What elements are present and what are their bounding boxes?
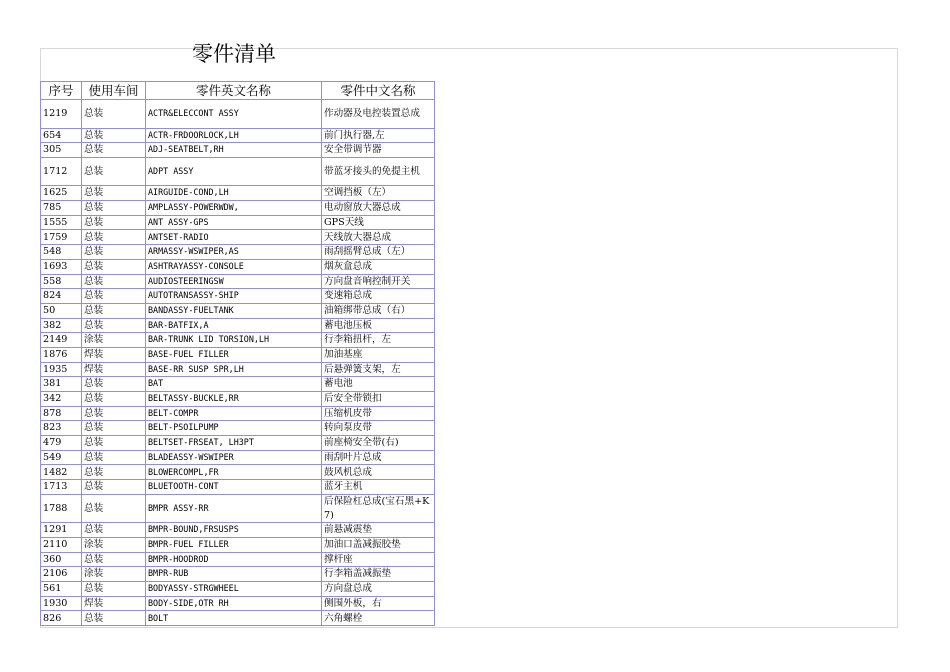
- cell-english-name: BMPR-RUB: [146, 567, 322, 582]
- cell-seq: 479: [41, 436, 82, 451]
- cell-workshop: 总装: [82, 289, 146, 304]
- cell-english-name: BODYASSY-STRGWHEEL: [146, 582, 322, 597]
- table-row: [41, 215, 435, 230]
- cell-chinese-name: 天线放大器总成: [322, 230, 435, 245]
- cell-english-name: AUTOTRANSASSY-SHIP: [146, 289, 322, 304]
- cell-english-name: ANT ASSY-GPS: [146, 215, 322, 230]
- cell-chinese-name: 蓄电池: [322, 377, 435, 392]
- parts-table: [40, 81, 435, 626]
- table-row: [41, 186, 435, 201]
- cell-seq: 561: [41, 582, 82, 597]
- cell-chinese-name: 方向盘音响控制开关: [322, 274, 435, 289]
- cell-english-name: BLADEASSY-WSWIPER: [146, 450, 322, 465]
- table-row: [41, 465, 435, 480]
- table-row: [41, 347, 435, 362]
- cell-chinese-name: 前悬减震垫: [322, 523, 435, 538]
- cell-english-name: ADJ-SEATBELT,RH: [146, 143, 322, 158]
- cell-chinese-name: 加油基座: [322, 347, 435, 362]
- cell-seq: 1482: [41, 465, 82, 480]
- cell-seq: 823: [41, 421, 82, 436]
- cell-workshop: 总装: [82, 318, 146, 333]
- cell-chinese-name: 蓝牙主机: [322, 480, 435, 495]
- table-row: [41, 596, 435, 611]
- cell-workshop: 焊装: [82, 596, 146, 611]
- cell-seq: 1759: [41, 230, 82, 245]
- cell-chinese-name: 蓄电池压板: [322, 318, 435, 333]
- cell-english-name: BASE-FUEL FILLER: [146, 347, 322, 362]
- cell-seq: 381: [41, 377, 82, 392]
- cell-seq: 1693: [41, 259, 82, 274]
- header-chinese-name: 零件中文名称: [322, 82, 435, 100]
- cell-english-name: BELTASSY-BUCKLE,RR: [146, 392, 322, 407]
- cell-workshop: 涂装: [82, 333, 146, 348]
- cell-workshop: 总装: [82, 523, 146, 538]
- cell-seq: 549: [41, 450, 82, 465]
- cell-english-name: ACTR-FRDOORLOCK,LH: [146, 128, 322, 143]
- cell-english-name: BAT: [146, 377, 322, 392]
- cell-english-name: BELT-COMPR: [146, 406, 322, 421]
- cell-chinese-name: 烟灰盒总成: [322, 259, 435, 274]
- cell-workshop: 总装: [82, 186, 146, 201]
- table-row: [41, 480, 435, 495]
- cell-seq: 1788: [41, 494, 82, 523]
- cell-chinese-name: 后安全带锁扣: [322, 392, 435, 407]
- table-row: [41, 318, 435, 333]
- cell-seq: 548: [41, 245, 82, 260]
- cell-english-name: BODY-SIDE,OTR RH: [146, 596, 322, 611]
- table-row: [41, 567, 435, 582]
- cell-workshop: 总装: [82, 259, 146, 274]
- table-row: [41, 538, 435, 553]
- cell-workshop: 总装: [82, 582, 146, 597]
- table-row: [41, 201, 435, 216]
- cell-seq: 1555: [41, 215, 82, 230]
- cell-english-name: BMPR ASSY-RR: [146, 494, 322, 523]
- cell-english-name: BMPR-BOUND,FRSUSPS: [146, 523, 322, 538]
- cell-seq: 342: [41, 392, 82, 407]
- cell-workshop: 总装: [82, 480, 146, 495]
- cell-workshop: 总装: [82, 303, 146, 318]
- cell-seq: 1625: [41, 186, 82, 201]
- cell-english-name: AIRGUIDE-COND,LH: [146, 186, 322, 201]
- table-row: [41, 406, 435, 421]
- table-row: [41, 100, 435, 129]
- header-seq: 序号: [41, 82, 82, 100]
- table-row: [41, 333, 435, 348]
- cell-english-name: BASE-RR SUSP SPR,LH: [146, 362, 322, 377]
- cell-workshop: 总装: [82, 465, 146, 480]
- page-title: 零件清单: [192, 42, 276, 66]
- cell-workshop: 总装: [82, 494, 146, 523]
- cell-english-name: ANTSET-RADIO: [146, 230, 322, 245]
- cell-chinese-name: 油箱绑带总成（右）: [322, 303, 435, 318]
- cell-english-name: BELTSET-FRSEAT, LH3PT: [146, 436, 322, 451]
- cell-seq: 826: [41, 611, 82, 626]
- cell-workshop: 总装: [82, 392, 146, 407]
- cell-workshop: 涂装: [82, 538, 146, 553]
- cell-workshop: 总装: [82, 436, 146, 451]
- cell-english-name: AUDIOSTEERINGSW: [146, 274, 322, 289]
- cell-seq: 360: [41, 552, 82, 567]
- table-row: [41, 552, 435, 567]
- cell-workshop: 总装: [82, 421, 146, 436]
- cell-chinese-name: 侧围外板，右: [322, 596, 435, 611]
- cell-seq: 2110: [41, 538, 82, 553]
- cell-seq: 1935: [41, 362, 82, 377]
- table-row: [41, 582, 435, 597]
- cell-chinese-name: 前座椅安全带(右): [322, 436, 435, 451]
- header-english-name: 零件英文名称: [146, 82, 322, 100]
- cell-english-name: ACTR&ELECCONT ASSY: [146, 100, 322, 129]
- cell-english-name: AMPLASSY-POWERWDW,: [146, 201, 322, 216]
- table-body: [41, 100, 435, 626]
- cell-chinese-name: 前门执行器,左: [322, 128, 435, 143]
- table-row: [41, 289, 435, 304]
- table-header-row: [41, 82, 435, 100]
- cell-chinese-name: 安全带调节器: [322, 143, 435, 158]
- cell-chinese-name: 雨刮摇臂总成（左）: [322, 245, 435, 260]
- cell-chinese-name: 后悬弹簧支架，左: [322, 362, 435, 377]
- cell-seq: 382: [41, 318, 82, 333]
- cell-seq: 785: [41, 201, 82, 216]
- cell-seq: 878: [41, 406, 82, 421]
- table-row: [41, 436, 435, 451]
- table-row: [41, 157, 435, 186]
- cell-seq: 1930: [41, 596, 82, 611]
- table-row: [41, 611, 435, 626]
- cell-workshop: 焊装: [82, 362, 146, 377]
- table-row: [41, 245, 435, 260]
- cell-workshop: 总装: [82, 143, 146, 158]
- cell-chinese-name: 六角螺栓: [322, 611, 435, 626]
- cell-english-name: BAR-TRUNK LID TORSION,LH: [146, 333, 322, 348]
- table-row: [41, 259, 435, 274]
- cell-english-name: BAR-BATFIX,A: [146, 318, 322, 333]
- table-row: [41, 421, 435, 436]
- cell-chinese-name: 带蓝牙接头的免提主机: [322, 157, 435, 186]
- cell-seq: 1712: [41, 157, 82, 186]
- cell-english-name: ADPT ASSY: [146, 157, 322, 186]
- cell-seq: 1291: [41, 523, 82, 538]
- cell-workshop: 总装: [82, 128, 146, 143]
- cell-english-name: BOLT: [146, 611, 322, 626]
- cell-chinese-name: 加油口盖减振胶垫: [322, 538, 435, 553]
- cell-workshop: 总装: [82, 274, 146, 289]
- cell-workshop: 总装: [82, 245, 146, 260]
- cell-english-name: BMPR-FUEL FILLER: [146, 538, 322, 553]
- cell-english-name: BELT-PSOILPUMP: [146, 421, 322, 436]
- cell-seq: 558: [41, 274, 82, 289]
- cell-chinese-name: 撑杆座: [322, 552, 435, 567]
- cell-chinese-name: 转向泵皮带: [322, 421, 435, 436]
- cell-chinese-name: 压缩机皮带: [322, 406, 435, 421]
- cell-workshop: 总装: [82, 201, 146, 216]
- cell-workshop: 总装: [82, 230, 146, 245]
- cell-chinese-name: 后保险杠总成(宝石黑+K7): [322, 494, 435, 523]
- cell-english-name: ARMASSY-WSWIPER,AS: [146, 245, 322, 260]
- table-row: [41, 274, 435, 289]
- cell-seq: 2106: [41, 567, 82, 582]
- table-row: [41, 523, 435, 538]
- cell-workshop: 总装: [82, 450, 146, 465]
- cell-chinese-name: GPS天线: [322, 215, 435, 230]
- cell-seq: 50: [41, 303, 82, 318]
- cell-seq: 654: [41, 128, 82, 143]
- cell-workshop: 总装: [82, 406, 146, 421]
- cell-english-name: BLOWERCOMPL,FR: [146, 465, 322, 480]
- table-row: [41, 128, 435, 143]
- cell-workshop: 总装: [82, 552, 146, 567]
- cell-seq: 824: [41, 289, 82, 304]
- cell-workshop: 总装: [82, 215, 146, 230]
- cell-chinese-name: 电动窗放大器总成: [322, 201, 435, 216]
- cell-seq: 1876: [41, 347, 82, 362]
- cell-workshop: 总装: [82, 611, 146, 626]
- cell-english-name: BANDASSY-FUELTANK: [146, 303, 322, 318]
- table-row: [41, 377, 435, 392]
- table-row: [41, 494, 435, 523]
- table-row: [41, 392, 435, 407]
- cell-seq: 1219: [41, 100, 82, 129]
- cell-chinese-name: 行李箱扭杆，左: [322, 333, 435, 348]
- cell-chinese-name: 雨刮叶片总成: [322, 450, 435, 465]
- cell-chinese-name: 鼓风机总成: [322, 465, 435, 480]
- cell-chinese-name: 空调挡板（左）: [322, 186, 435, 201]
- table-row: [41, 303, 435, 318]
- table-row: [41, 450, 435, 465]
- cell-workshop: 总装: [82, 100, 146, 129]
- cell-seq: 2149: [41, 333, 82, 348]
- header-workshop: 使用车间: [82, 82, 146, 100]
- cell-chinese-name: 作动器及电控装置总成: [322, 100, 435, 129]
- table-row: [41, 362, 435, 377]
- cell-seq: 305: [41, 143, 82, 158]
- cell-chinese-name: 行李箱盖减振垫: [322, 567, 435, 582]
- table-row: [41, 143, 435, 158]
- cell-chinese-name: 变速箱总成: [322, 289, 435, 304]
- cell-english-name: ASHTRAYASSY-CONSOLE: [146, 259, 322, 274]
- cell-english-name: BMPR-HOODROD: [146, 552, 322, 567]
- cell-workshop: 总装: [82, 377, 146, 392]
- cell-workshop: 涂装: [82, 567, 146, 582]
- cell-workshop: 总装: [82, 157, 146, 186]
- cell-seq: 1713: [41, 480, 82, 495]
- cell-workshop: 焊装: [82, 347, 146, 362]
- table-row: [41, 230, 435, 245]
- cell-chinese-name: 方向盘总成: [322, 582, 435, 597]
- cell-english-name: BLUETOOTH-CONT: [146, 480, 322, 495]
